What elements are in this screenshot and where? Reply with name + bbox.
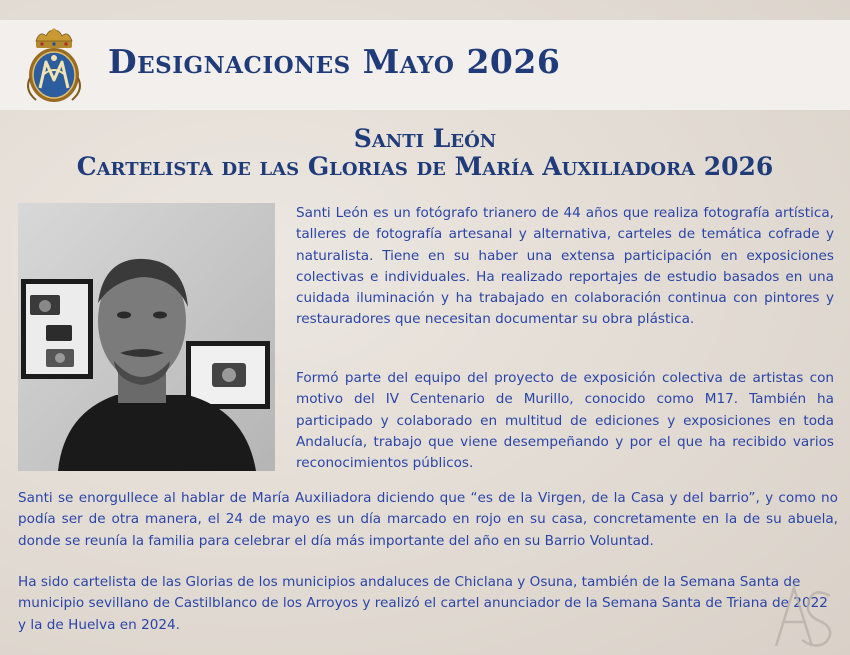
- person-role: Cartelista de las Glorias de María Auxiliadora 2026: [76, 152, 774, 181]
- person-name: Santi León: [353, 124, 497, 153]
- brotherhood-crest-icon: [22, 28, 86, 106]
- page-title: Designaciones Mayo 2026: [108, 42, 561, 81]
- portrait-photo: [18, 203, 275, 471]
- monogram-watermark-icon: [768, 582, 840, 652]
- bio-paragraph-3: Santi se enorgullece al hablar de María Auxiliadora diciendo que “es de la Virgen, de la Casa y del barrio”, y como no podía ser de otra manera, el 24 de mayo es un día marcado en rojo en su casa, concretamente en la de su abuela, donde se reunía la familia para celebrar el día más importante del año en su Barrio Voluntad.: [18, 490, 838, 549]
- bio-paragraph-4: Ha sido cartelista de las Glorias de los municipios andaluces de Chiclana y Osuna, también de la Semana Santa de municipio sevillano de Castilblanco de los Arroyos y realizó el cartel anunciador de la Semana Santa de Triana de 2022 y la de Huelva en 2024.: [18, 574, 828, 633]
- bio-paragraph-1: Santi León es un fotógrafo trianero de 44 años que realiza fotografía artística, talleres de fotografía artesanal y alternativa, carteles de temática cofrade y naturalista. Tiene en su haber una extensa participación en exposiciones colectivas e individuales. Ha realizado reportajes de estudio basados en una cuidada iluminación y ha trabajado en colaboración continua con pintores y restauradores que necesitan documentar su obra plástica.: [296, 205, 834, 328]
- header-band: [0, 20, 850, 110]
- bio-paragraph-2: Formó parte del equipo del proyecto de exposición colectiva de artistas con motivo del IV Centenario de Murillo, conocido como M17. También ha participado y colaborado en multitud de ediciones y exposiciones en toda Andalucía, trabajo que viene desempeñando y por el que ha recibido varios reconocimientos públicos.: [296, 370, 834, 472]
